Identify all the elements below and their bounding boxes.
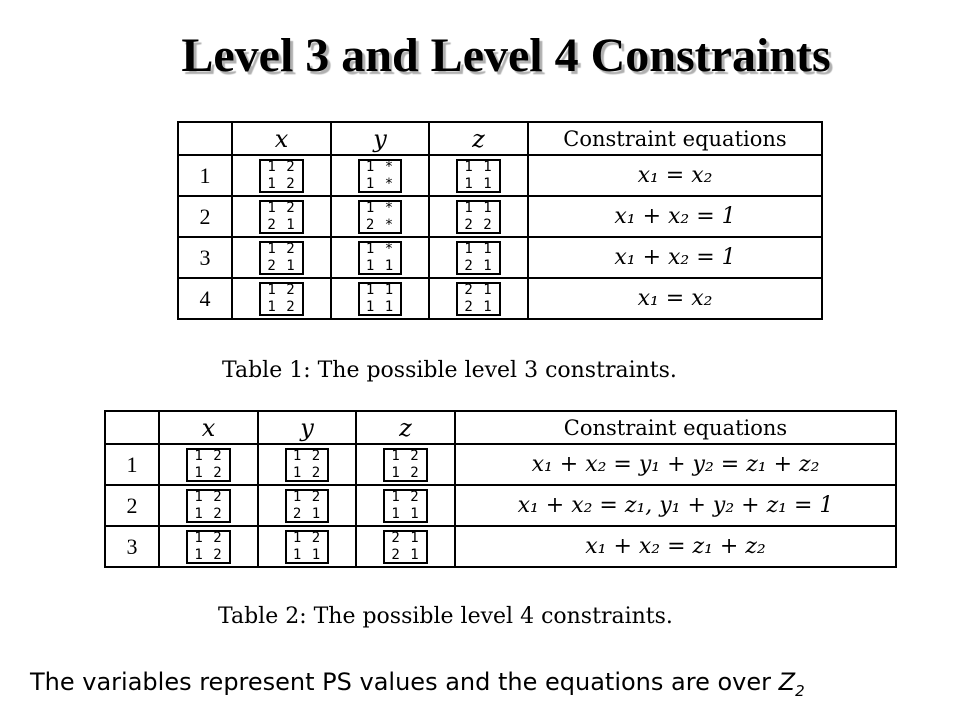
- header-z: z: [356, 411, 455, 444]
- x-matrix: 1 2 1 2: [186, 489, 230, 523]
- y-matrix: 1 * 1 *: [358, 159, 402, 193]
- table2-caption: Table 2: The possible level 4 constraints.: [218, 604, 673, 629]
- row-number: 3: [105, 526, 159, 567]
- header-y: y: [258, 411, 356, 444]
- row-number: 2: [105, 485, 159, 526]
- footer-subscript: 2: [795, 681, 805, 700]
- y-matrix: 1 1 1 1: [358, 282, 402, 316]
- constraint-equation: x₁ + x₂ = 1: [528, 237, 822, 278]
- header-index: [105, 411, 159, 444]
- x-matrix: 1 2 2 1: [259, 241, 303, 275]
- table-row: [105, 444, 896, 485]
- footer-note: [30, 668, 805, 700]
- constraint-equation: x₁ + x₂ = 1: [528, 196, 822, 237]
- y-matrix: 1 2 1 1: [285, 530, 329, 564]
- constraint-equation: x₁ + x₂ = y₁ + y₂ = z₁ + z₂: [455, 444, 896, 485]
- x-matrix: 1 2 2 1: [259, 200, 303, 234]
- row-number: 4: [178, 278, 232, 319]
- z-matrix: 1 1 2 2: [456, 200, 500, 234]
- z-matrix: 2 1 2 1: [456, 282, 500, 316]
- header-x: x: [159, 411, 258, 444]
- constraint-equation: x₁ + x₂ = z₁, y₁ + y₂ + z₁ = 1: [455, 485, 896, 526]
- row-number: 1: [105, 444, 159, 485]
- constraint-equation: x₁ + x₂ = z₁ + z₂: [455, 526, 896, 567]
- y-matrix: 1 2 1 2: [285, 448, 329, 482]
- table-row: [105, 526, 896, 567]
- constraint-equation: x₁ = x₂: [528, 155, 822, 196]
- header-z: z: [429, 122, 528, 155]
- row-number: 3: [178, 237, 232, 278]
- x-matrix: 1 2 1 2: [186, 448, 230, 482]
- level3-constraints-table: [177, 121, 823, 320]
- header-constraint-equations: Constraint equations: [455, 411, 896, 444]
- y-matrix: 1 * 1 1: [358, 241, 402, 275]
- y-matrix: 1 * 2 *: [358, 200, 402, 234]
- footer-variable: Z: [778, 668, 796, 696]
- x-matrix: 1 2 1 2: [259, 159, 303, 193]
- header-x: x: [232, 122, 331, 155]
- row-number: 2: [178, 196, 232, 237]
- table-row: [178, 278, 822, 319]
- z-matrix: 1 2 1 1: [383, 489, 427, 523]
- footer-text: The variables represent PS values and the equations are over: [30, 668, 779, 696]
- table-row: [178, 237, 822, 278]
- x-matrix: 1 2 1 2: [186, 530, 230, 564]
- header-y: y: [331, 122, 429, 155]
- z-matrix: 2 1 2 1: [383, 530, 427, 564]
- row-number: 1: [178, 155, 232, 196]
- table-row: [105, 485, 896, 526]
- z-matrix: 1 1 1 1: [456, 159, 500, 193]
- header-constraint-equations: Constraint equations: [528, 122, 822, 155]
- table-row: [178, 196, 822, 237]
- table-row: [178, 155, 822, 196]
- level4-constraints-table: [104, 410, 897, 568]
- z-matrix: 1 1 2 1: [456, 241, 500, 275]
- header-index: [178, 122, 232, 155]
- constraint-equation: x₁ = x₂: [528, 278, 822, 319]
- x-matrix: 1 2 1 2: [259, 282, 303, 316]
- slide-title: Level 3 and Level 4 Constraints: [181, 29, 831, 82]
- table1-caption: Table 1: The possible level 3 constraints.: [222, 358, 677, 383]
- y-matrix: 1 2 2 1: [285, 489, 329, 523]
- z-matrix: 1 2 1 2: [383, 448, 427, 482]
